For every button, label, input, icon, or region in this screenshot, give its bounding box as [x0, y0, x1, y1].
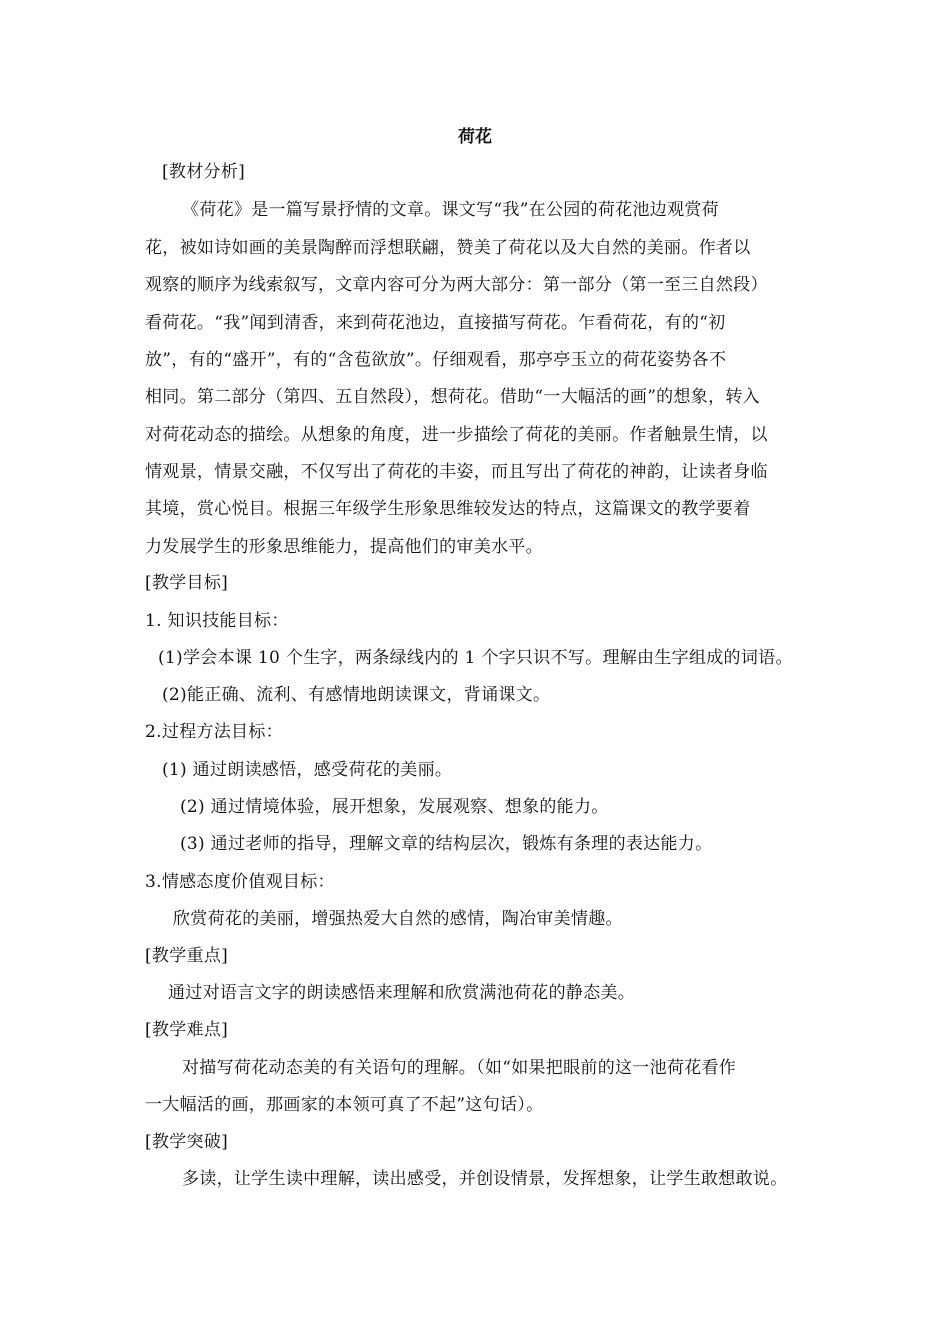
goal-item: 欣赏荷花的美丽，增强热爱大自然的感情，陶冶审美情趣。	[173, 909, 623, 929]
goal-heading: 1. 知识技能目标：	[145, 611, 289, 631]
paragraph-line: 情观景，情景交融，不仅写出了荷花的丰姿，而且写出了荷花的神韵，让读者身临	[145, 462, 768, 482]
goal-item: (2)能正确、流利、有感情地朗读课文，背诵课文。	[162, 685, 551, 705]
paragraph-line: 对描写荷花动态美的有关语句的理解。（如“如果把眼前的这一池荷花看作	[182, 1058, 737, 1078]
paragraph-line: 力发展学生的形象思维能力，提高他们的审美水平。	[145, 537, 543, 557]
paragraph-line: 《荷花》是一篇写景抒情的文章。课文写“我”在公园的荷花池边观赏荷	[182, 200, 719, 220]
paragraph-line: 通过对语言文字的朗读感悟来理解和欣赏满池荷花的静态美。	[168, 983, 636, 1003]
section-heading-textbook-analysis: [教材分析]	[162, 162, 246, 182]
document-title: 荷花	[458, 127, 492, 147]
paragraph-line: 一大幅活的画，那画家的本领可真了不起”这句话）。	[145, 1095, 544, 1115]
section-heading-teaching-difficulty: [教学难点]	[145, 1020, 229, 1040]
paragraph-line: 花，被如诗如画的美景陶醉而浮想联翩，赞美了荷花以及大自然的美丽。作者以	[145, 238, 751, 258]
paragraph-line: 相同。第二部分（第四、五自然段），想荷花。借助“一大幅活的画”的想象，转入	[145, 387, 760, 407]
paragraph-line: 多读，让学生读中理解，读出感受，并创设情景，发挥想象，让学生敢想敢说。	[182, 1169, 788, 1189]
section-heading-teaching-focus: [教学重点]	[145, 946, 229, 966]
section-heading-teaching-breakthrough: [教学突破]	[145, 1132, 229, 1152]
paragraph-line: 观察的顺序为线索叙写，文章内容可分为两大部分：第一部分（第一至三自然段）	[145, 275, 768, 295]
goal-heading: 2.过程方法目标：	[145, 722, 283, 742]
goal-heading: 3.情感态度价值观目标：	[145, 872, 335, 892]
paragraph-line: 其境，赏心悦目。根据三年级学生形象思维较发达的特点，这篇课文的教学要着	[145, 499, 751, 519]
goal-item: (2) 通过情境体验，展开想象，发展观察、想象的能力。	[180, 797, 609, 817]
paragraph-line: 对荷花动态的描绘。从想象的角度，进一步描绘了荷花的美丽。作者触景生情，以	[145, 425, 768, 445]
goal-item: (1) 通过朗读感悟，感受荷花的美丽。	[162, 760, 453, 780]
goal-item: (1)学会本课 10 个生字，两条绿线内的 1 个字只识不写。理解由生字组成的词语。	[158, 648, 793, 668]
section-heading-teaching-goals: [教学目标]	[145, 573, 229, 593]
goal-item: (3) 通过老师的指导，理解文章的结构层次，锻炼有条理的表达能力。	[180, 834, 713, 854]
paragraph-line: 放”，有的“盛开”，有的“含苞欲放”。仔细观看，那亭亭玉立的荷花姿势各不	[145, 350, 727, 370]
paragraph-line: 看荷花。“我”闻到清香，来到荷花池边，直接描写荷花。乍看荷花，有的“初	[145, 313, 726, 333]
